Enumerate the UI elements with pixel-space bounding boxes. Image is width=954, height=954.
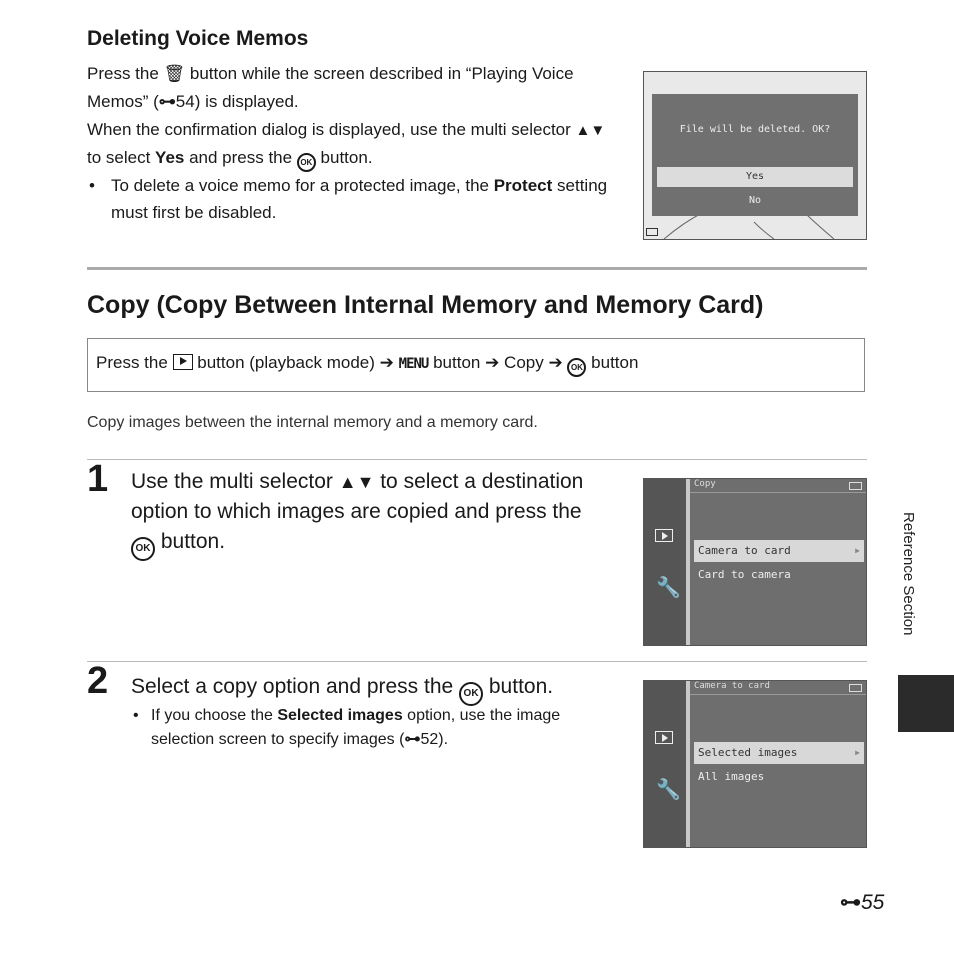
protect-bold: Protect bbox=[493, 176, 553, 195]
menu-item-all-images[interactable]: All images bbox=[698, 770, 765, 783]
reference-e-icon: ⊶ bbox=[158, 92, 176, 111]
text: button bbox=[586, 353, 639, 372]
section-title-deleting-voice-memos: Deleting Voice Memos bbox=[87, 27, 309, 50]
text: button (playback mode) bbox=[192, 353, 380, 372]
menu-item-label: Camera to card bbox=[698, 544, 791, 557]
menu-item-selected-images[interactable] bbox=[694, 742, 864, 764]
menu-main-panel bbox=[690, 681, 866, 847]
menu-item-camera-to-card[interactable] bbox=[694, 540, 864, 562]
menu-title: Copy bbox=[694, 479, 716, 489]
menu-item-label: Selected images bbox=[698, 746, 798, 759]
ok-button-icon: OK bbox=[131, 537, 155, 561]
text: ) is displayed. bbox=[194, 92, 299, 111]
side-tab-block bbox=[898, 675, 954, 732]
paragraph-2 bbox=[87, 116, 607, 172]
menu-side-bar bbox=[644, 479, 686, 645]
text: Press the bbox=[87, 64, 164, 83]
ref-page: 52 bbox=[420, 731, 439, 748]
menu-side-bar bbox=[644, 681, 686, 847]
ref-page: 54 bbox=[175, 92, 195, 111]
chevron-right-icon: ▶ bbox=[855, 546, 860, 555]
selected-images-bold: Selected images bbox=[277, 707, 403, 724]
playback-menu-icon[interactable] bbox=[655, 529, 673, 542]
copy-intro: Copy images between the internal memory and a memory card. bbox=[87, 414, 538, 431]
up-down-arrows-icon: ▲▼ bbox=[575, 122, 606, 139]
menu-main-panel bbox=[690, 479, 866, 645]
text: Press the bbox=[96, 353, 173, 372]
menu-title: Camera to card bbox=[694, 681, 770, 691]
navigation-path-box bbox=[87, 338, 865, 392]
text: setting must first be disabled. bbox=[111, 176, 608, 222]
delete-confirmation-screenshot bbox=[643, 71, 867, 240]
bullet-dot: • bbox=[89, 176, 95, 195]
step-divider-2 bbox=[87, 661, 867, 662]
text: Use the multi selector bbox=[131, 470, 339, 493]
text: to select a destination option to which images are copied and press the bbox=[131, 470, 584, 523]
up-down-arrows-icon: ▲▼ bbox=[338, 472, 375, 492]
text: to select bbox=[87, 148, 156, 167]
bullet-dot: • bbox=[133, 707, 139, 724]
paragraph-1 bbox=[87, 60, 607, 115]
text: Copy bbox=[499, 353, 549, 372]
dialog-no-option[interactable]: No bbox=[748, 195, 762, 206]
bullet-protect bbox=[87, 172, 617, 226]
text: button while the screen described in “Playing Voice Memos” ( bbox=[87, 64, 574, 111]
menu-button-icon: MENU bbox=[398, 356, 429, 372]
arrow-right-icon: ➔ bbox=[548, 353, 563, 372]
text: button bbox=[428, 353, 486, 372]
step-number-1: 1 bbox=[87, 458, 109, 500]
title-underline bbox=[690, 694, 866, 695]
setup-wrench-icon[interactable]: 🔧 bbox=[656, 777, 681, 801]
step-1-text bbox=[131, 467, 601, 561]
ok-button-icon: OK bbox=[459, 682, 483, 706]
confirm-dialog bbox=[652, 94, 858, 216]
text: Select a copy option and press the bbox=[131, 675, 460, 698]
playback-menu-icon[interactable] bbox=[655, 731, 673, 744]
reference-e-icon: ⊶ bbox=[404, 731, 421, 748]
step-divider-1 bbox=[87, 459, 867, 460]
trash-icon: 🗑 bbox=[163, 64, 186, 84]
text: If you choose the bbox=[151, 707, 278, 724]
menu-item-card-to-camera[interactable]: Card to camera bbox=[698, 568, 791, 581]
playback-button-icon bbox=[173, 354, 193, 370]
arrow-right-icon: ➔ bbox=[485, 353, 500, 372]
side-tab-label bbox=[896, 512, 926, 662]
text: To delete a voice memo for a protected image, the bbox=[111, 176, 494, 195]
navigation-path bbox=[96, 353, 638, 377]
text: button. bbox=[315, 148, 373, 167]
yes-bold: Yes bbox=[155, 148, 185, 167]
text: button. bbox=[483, 675, 554, 698]
dialog-yes-option[interactable]: Yes bbox=[657, 167, 853, 187]
battery-icon bbox=[849, 684, 862, 692]
page-number bbox=[840, 890, 884, 915]
chevron-right-icon: ▶ bbox=[855, 748, 860, 757]
dialog-message: File will be deleted. OK? bbox=[679, 124, 831, 135]
section-divider bbox=[87, 267, 867, 270]
text: option, use the image selection screen to specify images ( bbox=[151, 707, 561, 748]
battery-icon bbox=[849, 482, 862, 490]
copy-menu-screenshot bbox=[643, 478, 867, 646]
title-underline bbox=[690, 492, 866, 493]
battery-icon bbox=[646, 228, 658, 236]
text: button. bbox=[155, 530, 226, 553]
step-2-bullet bbox=[131, 704, 611, 752]
step-number-2: 2 bbox=[87, 660, 109, 702]
ok-button-icon: OK bbox=[567, 358, 586, 377]
page-number-value: 55 bbox=[861, 891, 885, 914]
setup-wrench-icon[interactable]: 🔧 bbox=[656, 575, 681, 599]
text: ). bbox=[438, 731, 449, 748]
arrow-right-icon: ➔ bbox=[379, 353, 394, 372]
text: When the confirmation dialog is displayed, use the multi selector bbox=[87, 120, 576, 139]
text: and press the bbox=[184, 148, 297, 167]
step-2-text bbox=[131, 672, 631, 706]
camera-to-card-screenshot bbox=[643, 680, 867, 848]
side-tab-text: Reference Section bbox=[900, 512, 917, 636]
section-title-copy: Copy (Copy Between Internal Memory and Memory Card) bbox=[87, 291, 764, 319]
ok-button-icon: OK bbox=[297, 153, 316, 172]
reference-e-icon: ⊶ bbox=[840, 891, 861, 914]
